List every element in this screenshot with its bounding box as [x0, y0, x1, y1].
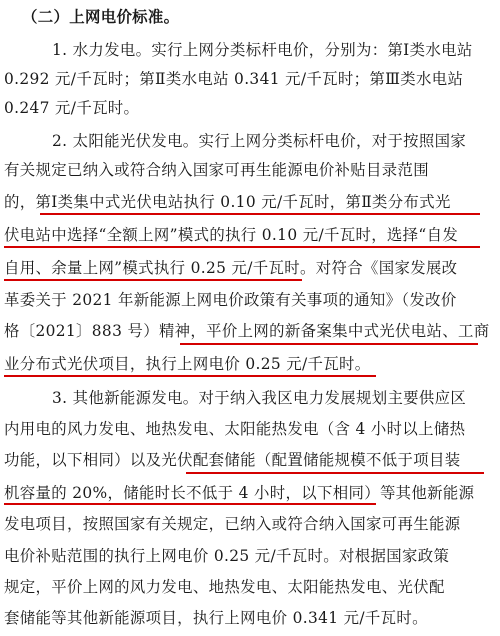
paragraph-line: 3. 其他新能源发电。对于纳入我区电力发展规划主要供应区: [52, 389, 467, 407]
paragraph-line: 自用、余量上网”模式执行 0.25 元/千瓦时。对符合《国家发展改: [4, 259, 458, 277]
paragraph-line: 0.292 元/千瓦时；第Ⅱ类水电站 0.341 元/千瓦时；第Ⅲ类水电站: [4, 70, 464, 88]
paragraph-line: 伏电站中选择“全额上网”模式的执行 0.10 元/千瓦时，选择“自发: [4, 226, 459, 244]
paragraph-line: 机容量的 20%，储能时长不低于 4 小时，以下相同）等其他新能源: [4, 484, 475, 502]
paragraph-line: 业分布式光伏项目，执行上网电价 0.25 元/千瓦时。: [4, 355, 371, 373]
red-underline-annotation: [180, 343, 478, 345]
paragraph-line: 的，第Ⅰ类集中式光伏电站执行 0.10 元/千瓦时，第Ⅱ类分布式光: [4, 193, 451, 211]
section-heading: （二）上网电价标准。: [22, 8, 180, 26]
paragraph-line: 规定，平价上网的风力发电、地热发电、太阳能热发电、光伏配: [4, 578, 445, 596]
paragraph-line: 电价补贴范围的执行上网电价 0.25 元/千瓦时。对根据国家政策: [4, 547, 450, 565]
red-underline-annotation: [4, 375, 376, 377]
paragraph-line: 有关规定已纳入或符合纳入国家可再生能源电价补贴目录范围: [4, 161, 429, 179]
red-underline-annotation: [186, 472, 484, 474]
paragraph-line: 格〔2021〕883 号）精神，平价上网的新备案集中式光伏电站、工商: [4, 322, 490, 340]
paragraph-line: 功能，以下相同）以及光伏配套储能（配置储能规模不低于项目装: [4, 451, 461, 469]
paragraph-line: 套储能等其他新能源项目，执行上网电价 0.341 元/千瓦时。: [4, 609, 428, 627]
red-underline-annotation: [4, 246, 480, 248]
red-underline-annotation: [4, 279, 302, 281]
paragraph-line: 发电项目，按照国家有关规定，已纳入或符合纳入国家可再生能源: [4, 515, 461, 533]
paragraph-line: 内用电的风力发电、地热发电、太阳能热发电（含 4 小时以上储热: [4, 420, 466, 438]
red-underline-annotation: [4, 503, 376, 505]
red-underline-annotation: [40, 213, 480, 215]
paragraph-line: 1. 水力发电。实行上网分类标杆电价，分别为：第Ⅰ类水电站: [52, 41, 473, 59]
paragraph-line: 2. 太阳能光伏发电。实行上网分类标杆电价，对于按照国家: [52, 132, 467, 150]
paragraph-line: 0.247 元/千瓦时。: [4, 99, 140, 117]
paragraph-line: 革委关于 2021 年新能源上网电价政策有关事项的通知》（发改价: [4, 291, 457, 309]
